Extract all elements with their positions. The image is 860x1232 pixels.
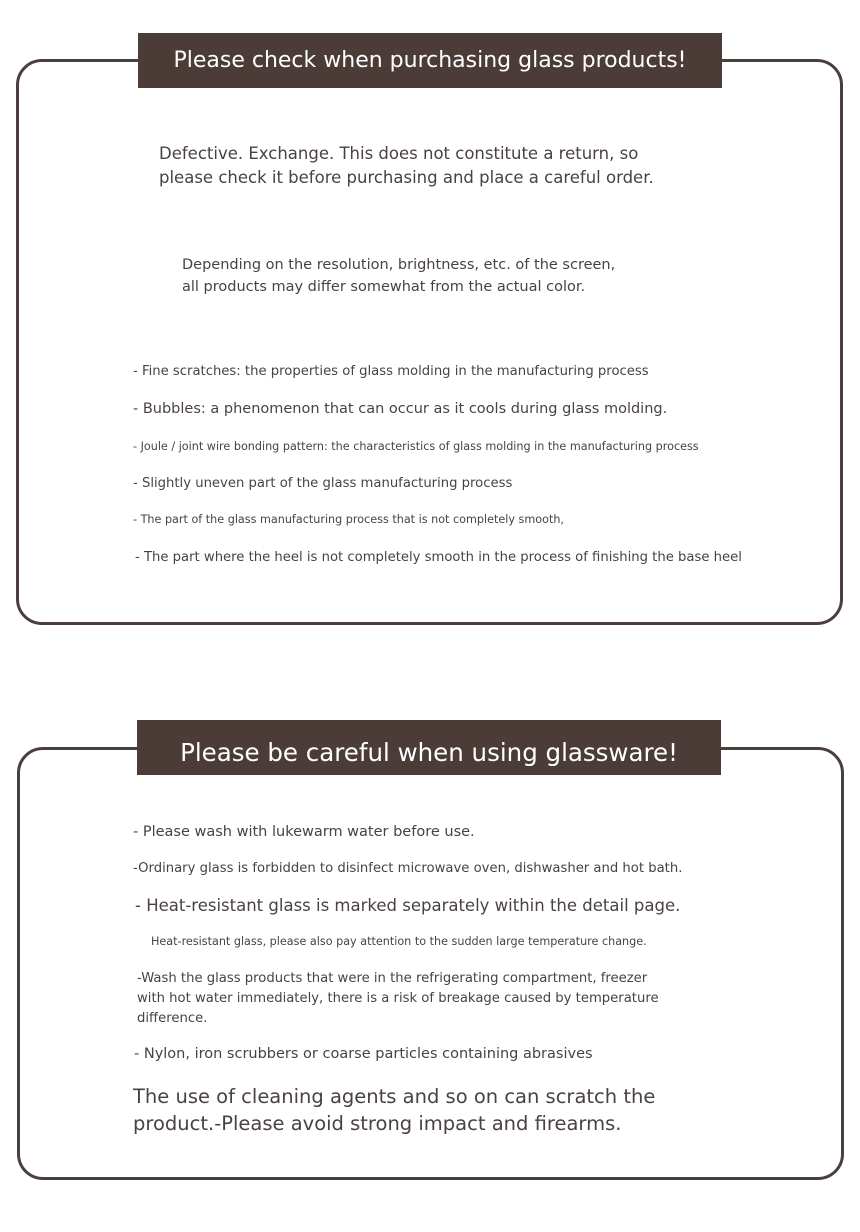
purchase-notice-title: Please check when purchasing glass products! <box>138 33 722 88</box>
color-notice-line-2: all products may differ somewhat from the actual color. <box>182 279 586 295</box>
color-notice-line-1: Depending on the resolution, brightness, etc. of the screen, <box>182 257 616 273</box>
caution-item-wash: - Please wash with lukewarm water before use. <box>133 824 475 840</box>
exchange-notice-line-1: Defective. Exchange. This does not constitute a return, so <box>159 144 639 163</box>
caution-closing-line-1: The use of cleaning agents and so on can scratch the <box>133 1085 656 1108</box>
caution-refrigerated-line-2: with hot water immediately, there is a risk of breakage caused by temperature <box>137 991 659 1006</box>
defect-item-scratches: - Fine scratches: the properties of glass molding in the manufacturing process <box>133 364 649 379</box>
defect-item-joint-pattern: - Joule / joint wire bonding pattern: the characteristics of glass molding in the manufacturing process <box>133 440 699 453</box>
caution-refrigerated-line-3: difference. <box>137 1011 208 1026</box>
caution-item-ordinary-glass: -Ordinary glass is forbidden to disinfect microwave oven, dishwasher and hot bath. <box>133 861 683 876</box>
caution-item-heat-resistant: - Heat-resistant glass is marked separately within the detail page. <box>135 896 681 915</box>
usage-caution-title: Please be careful when using glassware! <box>137 720 721 775</box>
defect-item-uneven: - Slightly uneven part of the glass manufacturing process <box>133 476 513 491</box>
caution-refrigerated-line-1: -Wash the glass products that were in the refrigerating compartment, freezer <box>137 971 648 986</box>
defect-item-heel: - The part where the heel is not completely smooth in the process of finishing the base heel <box>135 550 742 565</box>
caution-closing-line-2: product.-Please avoid strong impact and firearms. <box>133 1112 622 1135</box>
defect-item-not-smooth: - The part of the glass manufacturing process that is not completely smooth, <box>133 513 564 526</box>
caution-item-temperature-change: Heat-resistant glass, please also pay attention to the sudden large temperature change. <box>151 935 647 948</box>
caution-scrubbers: - Nylon, iron scrubbers or coarse particles containing abrasives <box>134 1046 593 1062</box>
defect-item-bubbles: - Bubbles: a phenomenon that can occur as it cools during glass molding. <box>133 401 668 417</box>
exchange-notice-line-2: please check it before purchasing and place a careful order. <box>159 168 654 187</box>
